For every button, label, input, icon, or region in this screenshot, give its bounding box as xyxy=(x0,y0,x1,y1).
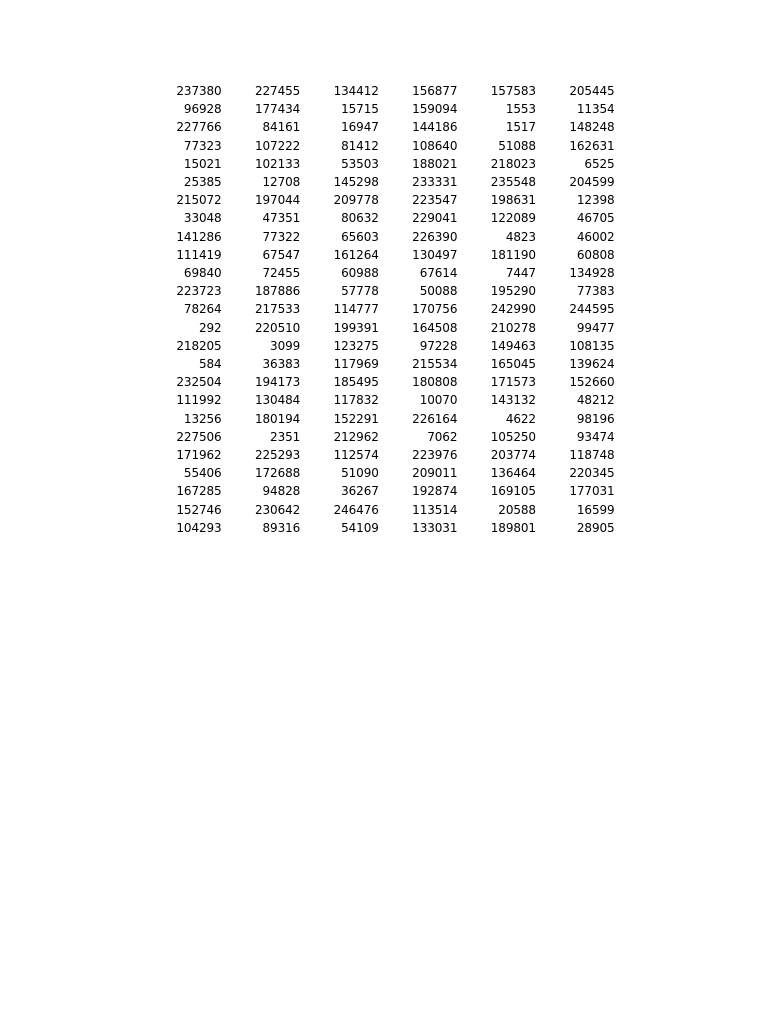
table-cell: 181190 xyxy=(490,247,536,262)
table-cell: 180194 xyxy=(254,411,301,426)
table-cell: 136464 xyxy=(490,466,536,481)
table-cell: 223547 xyxy=(412,193,458,208)
table-cell: 96928 xyxy=(183,102,222,117)
table-row xyxy=(143,464,615,482)
table-cell: 51088 xyxy=(498,138,536,153)
table-cell: 197044 xyxy=(254,193,301,208)
table-cell: 117969 xyxy=(333,357,379,372)
table-cell: 218205 xyxy=(176,338,222,353)
table-cell: 215534 xyxy=(412,357,458,372)
table-cell: 84161 xyxy=(262,120,301,135)
table-cell: 220510 xyxy=(254,320,301,335)
table-row xyxy=(143,373,615,391)
table-cell: 78264 xyxy=(183,302,222,317)
table-row xyxy=(143,446,615,464)
table-cell: 171962 xyxy=(176,448,222,463)
table-row xyxy=(143,173,615,191)
table-cell: 209011 xyxy=(412,466,458,481)
table-cell: 218023 xyxy=(490,156,536,171)
table-cell: 12398 xyxy=(576,193,615,208)
table-cell: 50088 xyxy=(419,284,458,299)
table-row xyxy=(143,209,615,227)
table-cell: 152660 xyxy=(569,375,615,390)
table-cell: 80632 xyxy=(341,211,379,226)
table-cell: 72455 xyxy=(262,266,301,281)
table-cell: 217533 xyxy=(254,302,301,317)
table-cell: 223723 xyxy=(176,284,222,299)
table-cell: 36267 xyxy=(341,484,379,499)
table-cell: 144186 xyxy=(412,120,458,135)
table-row xyxy=(143,319,615,337)
table-cell: 170756 xyxy=(412,302,458,317)
table-cell: 237380 xyxy=(176,84,222,98)
table-cell: 130484 xyxy=(254,393,301,408)
table-cell: 198631 xyxy=(490,193,536,208)
table-cell: 134412 xyxy=(333,84,379,98)
table-cell: 108135 xyxy=(569,338,615,353)
table-cell: 165045 xyxy=(490,357,536,372)
table-cell: 46002 xyxy=(576,229,615,244)
table-cell: 210278 xyxy=(490,320,536,335)
table-cell: 46705 xyxy=(576,211,615,226)
table-row xyxy=(143,300,615,318)
table-cell: 235548 xyxy=(490,175,536,190)
table-cell: 107222 xyxy=(254,138,301,153)
table-row xyxy=(143,355,615,373)
table-cell: 232504 xyxy=(176,375,222,390)
table-cell: 227455 xyxy=(254,84,301,98)
table-cell: 94828 xyxy=(262,484,301,499)
table-cell: 203774 xyxy=(490,448,536,463)
table-row xyxy=(143,246,615,264)
table-cell: 54109 xyxy=(341,520,379,535)
table-cell: 148248 xyxy=(569,120,615,135)
table-cell: 93474 xyxy=(576,429,615,444)
table-cell: 229041 xyxy=(412,211,458,226)
table-cell: 15715 xyxy=(341,102,379,117)
table-cell: 242990 xyxy=(490,302,536,317)
table-cell: 194173 xyxy=(254,375,301,390)
table-cell: 152746 xyxy=(176,502,222,517)
table-cell: 7447 xyxy=(505,266,536,281)
table-cell: 69840 xyxy=(183,266,222,281)
table-cell: 10070 xyxy=(419,393,458,408)
table-cell: 6525 xyxy=(584,156,615,171)
table-cell: 111992 xyxy=(176,393,222,408)
table-cell: 77322 xyxy=(262,229,301,244)
table-cell: 180808 xyxy=(412,375,458,390)
table-row xyxy=(143,191,615,209)
table-cell: 143132 xyxy=(490,393,536,408)
table-cell: 152291 xyxy=(333,411,379,426)
table-cell: 204599 xyxy=(569,175,615,190)
table-cell: 55406 xyxy=(183,466,222,481)
table-row xyxy=(143,428,615,446)
table-cell: 171573 xyxy=(490,375,536,390)
table-cell: 130497 xyxy=(412,247,458,262)
table-row xyxy=(143,337,615,355)
table-cell: 195290 xyxy=(490,284,536,299)
table-cell: 584 xyxy=(198,357,222,372)
table-cell: 159094 xyxy=(412,102,458,117)
table-row xyxy=(143,264,615,282)
table-cell: 60988 xyxy=(341,266,379,281)
table-cell: 104293 xyxy=(176,520,222,535)
table-cell: 225293 xyxy=(254,448,301,463)
table-cell: 169105 xyxy=(490,484,536,499)
table-cell: 209778 xyxy=(333,193,379,208)
table-cell: 161264 xyxy=(333,247,379,262)
table-cell: 167285 xyxy=(176,484,222,499)
table-cell: 192874 xyxy=(412,484,458,499)
table-cell: 53503 xyxy=(341,156,379,171)
table-cell: 199391 xyxy=(333,320,379,335)
table-cell: 220345 xyxy=(569,466,615,481)
table-row xyxy=(143,155,615,173)
table-row xyxy=(143,118,615,136)
table-cell: 111419 xyxy=(176,247,222,262)
table-cell: 108640 xyxy=(412,138,458,153)
table-cell: 215072 xyxy=(176,193,222,208)
table-cell: 16599 xyxy=(576,502,615,517)
table-cell: 145298 xyxy=(333,175,379,190)
table-cell: 13256 xyxy=(183,411,222,426)
table-row xyxy=(143,82,615,100)
table-cell: 11354 xyxy=(576,102,615,117)
table-row xyxy=(143,482,615,500)
table-cell: 12708 xyxy=(262,175,301,190)
table-cell: 189801 xyxy=(490,520,536,535)
table-cell: 99477 xyxy=(576,320,615,335)
table-cell: 156877 xyxy=(412,84,458,98)
table-cell: 98196 xyxy=(576,411,615,426)
table-cell: 57778 xyxy=(341,284,379,299)
table-cell: 292 xyxy=(198,320,222,335)
table-cell: 1553 xyxy=(505,102,536,117)
table-cell: 205445 xyxy=(569,84,615,98)
table-cell: 188021 xyxy=(412,156,458,171)
table-cell: 164508 xyxy=(412,320,458,335)
table-cell: 25385 xyxy=(183,175,222,190)
table-cell: 105250 xyxy=(490,429,536,444)
table-cell: 187886 xyxy=(254,284,301,299)
table-row xyxy=(143,391,615,409)
table-cell: 133031 xyxy=(412,520,458,535)
table-cell: 244595 xyxy=(569,302,615,317)
table-cell: 123275 xyxy=(333,338,379,353)
table-row xyxy=(143,501,615,519)
table-cell: 67614 xyxy=(419,266,458,281)
table-cell: 3099 xyxy=(270,338,301,353)
table-cell: 51090 xyxy=(341,466,379,481)
table-cell: 226390 xyxy=(412,229,458,244)
table-row xyxy=(143,100,615,118)
table-row xyxy=(143,228,615,246)
table-cell: 36383 xyxy=(262,357,301,372)
table-cell: 1517 xyxy=(505,120,536,135)
table-cell: 7062 xyxy=(427,429,458,444)
table-cell: 185495 xyxy=(333,375,379,390)
table-cell: 15021 xyxy=(183,156,222,171)
table-cell: 4622 xyxy=(505,411,536,426)
table-row xyxy=(143,519,615,537)
table-cell: 102133 xyxy=(254,156,301,171)
table-cell: 233331 xyxy=(412,175,458,190)
table-cell: 227766 xyxy=(176,120,222,135)
table-cell: 122089 xyxy=(490,211,536,226)
table-cell: 157583 xyxy=(490,84,536,98)
table-cell: 89316 xyxy=(262,520,301,535)
table-cell: 60808 xyxy=(576,247,615,262)
table-cell: 223976 xyxy=(412,448,458,463)
table-cell: 162631 xyxy=(569,138,615,153)
table-cell: 81412 xyxy=(341,138,379,153)
table-cell: 226164 xyxy=(412,411,458,426)
table-cell: 77383 xyxy=(576,284,615,299)
table-cell: 113514 xyxy=(412,502,458,517)
table-row xyxy=(143,282,615,300)
table-cell: 33048 xyxy=(183,211,222,226)
table-cell: 227506 xyxy=(176,429,222,444)
table-row xyxy=(143,137,615,155)
table-cell: 141286 xyxy=(176,229,222,244)
table-cell: 97228 xyxy=(419,338,458,353)
table-cell: 67547 xyxy=(262,247,301,262)
table-cell: 134928 xyxy=(569,266,615,281)
table-cell: 4823 xyxy=(505,229,536,244)
table-cell: 77323 xyxy=(183,138,222,153)
table-cell: 177434 xyxy=(254,102,301,117)
table-cell: 230642 xyxy=(254,502,301,517)
table-cell: 172688 xyxy=(254,466,301,481)
table-cell: 118748 xyxy=(569,448,615,463)
table-cell: 20588 xyxy=(498,502,536,517)
table-cell: 114777 xyxy=(333,302,379,317)
table-cell: 65603 xyxy=(341,229,379,244)
table-cell: 112574 xyxy=(333,448,379,463)
number-table-body xyxy=(143,82,615,537)
table-row xyxy=(143,410,615,428)
table-cell: 177031 xyxy=(569,484,615,499)
table-cell: 48212 xyxy=(576,393,615,408)
table-cell: 149463 xyxy=(490,338,536,353)
table-cell: 2351 xyxy=(270,429,301,444)
table-cell: 246476 xyxy=(333,502,379,517)
table-cell: 212962 xyxy=(333,429,379,444)
number-table xyxy=(143,82,615,537)
table-cell: 139624 xyxy=(569,357,615,372)
table-cell: 28905 xyxy=(576,520,615,535)
table-cell: 117832 xyxy=(333,393,379,408)
table-cell: 16947 xyxy=(341,120,379,135)
table-cell: 47351 xyxy=(262,211,301,226)
